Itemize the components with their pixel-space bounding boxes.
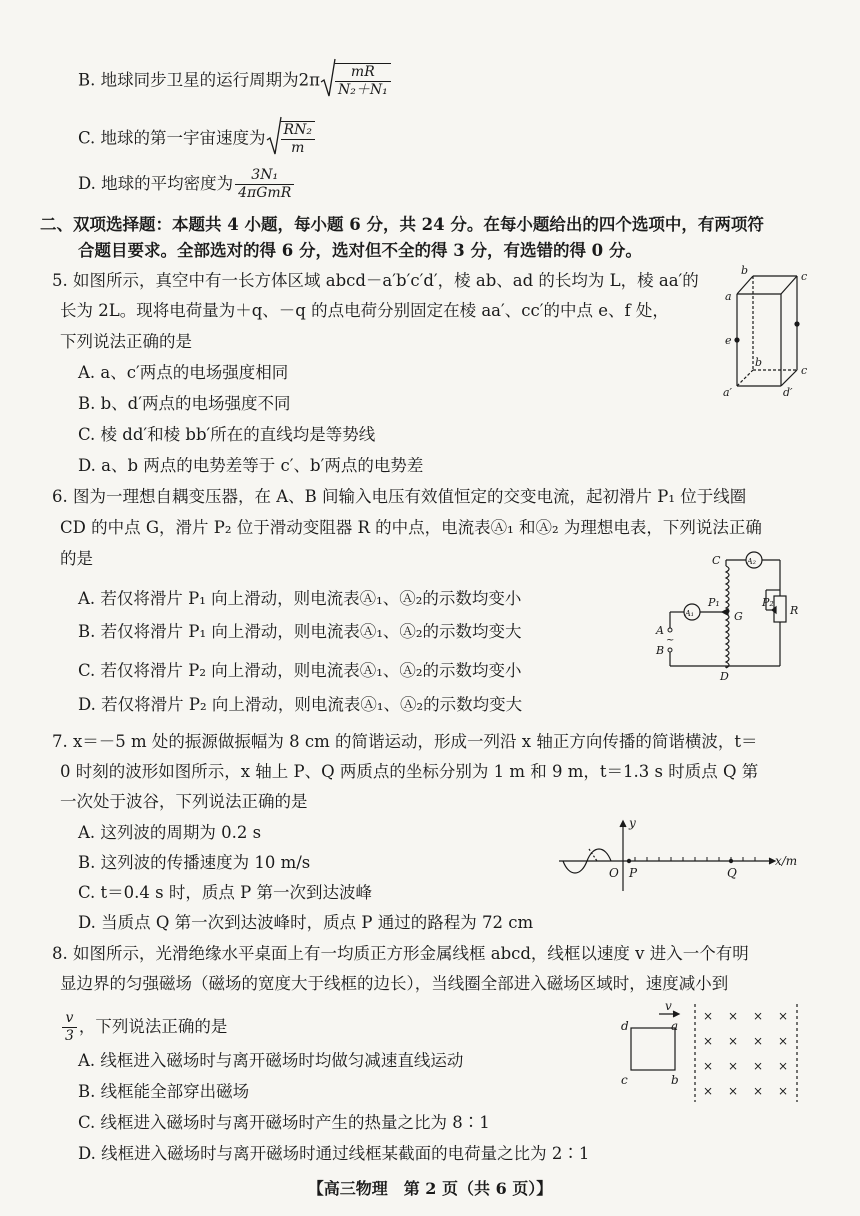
- q5-stem-2: 长为 2L。现将电荷量为＋q、－q 的点电荷分别固定在棱 aa′、cc′的中点 e、f 处，: [60, 301, 669, 320]
- label-b: b: [741, 264, 749, 277]
- svg-text:×: ×: [753, 1059, 764, 1073]
- svg-text:×: ×: [728, 1034, 739, 1048]
- label-b-lower: b: [755, 356, 763, 369]
- axis-x-label: x/m: [775, 854, 798, 868]
- q8-stem-2: 显边界的匀强磁场（磁场的宽度大于线框的边长），当线圈全部进入磁场区域时，速度减小到: [60, 974, 729, 993]
- label-e: e: [725, 334, 732, 347]
- q4-option-d: D. 地球的平均密度为 $\frac{\text{3N₁}}{\text{4πGmR}}$: [78, 167, 296, 202]
- svg-text:×: ×: [778, 1084, 789, 1098]
- q5-option-a: A. a、c′两点的电场强度相同: [78, 363, 289, 382]
- svg-text:×: ×: [778, 1034, 789, 1048]
- square-frame: [631, 1028, 675, 1070]
- label-r: R: [790, 604, 799, 617]
- q7-option-c: C. t＝0.4 s 时，质点 P 第一次到达波峰: [78, 883, 372, 902]
- label-d: D: [720, 670, 729, 683]
- page-footer: 【高三物理 第 2 页（共 6 页）】: [307, 1179, 553, 1198]
- sqrt-sign: [266, 116, 282, 162]
- svg-text:×: ×: [778, 1059, 789, 1073]
- q7-option-b: B. 这列波的传播速度为 10 m/s: [78, 853, 311, 872]
- q5-option-c: C. 棱 dd′和棱 bb′所在的直线均是等势线: [78, 425, 376, 444]
- magnetic-field-figure: [615, 1000, 805, 1105]
- q6-option-c: C. 若仅将滑片 P₂ 向上滑动，则电流表Ⓐ₁、Ⓐ₂的示数均变小: [78, 661, 522, 680]
- label-c: c: [621, 1073, 628, 1087]
- q8-stem: 8. 如图所示，光滑绝缘水平桌面上有一均质正方形金属线框 abcd，线框以速度 v 进入一个有明: [52, 944, 749, 963]
- q4-option-b: B. 地球同步卫星的运行周期为2π $\frac{mR}{\text{N₂＋N₁}}$: [78, 58, 393, 104]
- q7-option-a: A. 这列波的周期为 0.2 s: [78, 823, 262, 842]
- q8-option-a: A. 线框进入磁场时与离开磁场时均做匀减速直线运动: [78, 1051, 464, 1070]
- q5-stem: 5. 如图所示，真空中有一长方体区域 abcd－a′b′c′d′，棱 ab、ad 的长均为 L，棱 aa′的: [52, 271, 699, 290]
- svg-text:×: ×: [703, 1059, 714, 1073]
- sqrt-sign: [320, 58, 336, 104]
- transformer-circuit: [648, 548, 808, 688]
- q7-option-d: D. 当质点 Q 第一次到达波峰时，质点 P 通过的路程为 72 cm: [78, 913, 534, 932]
- q6-stem-3: 的是: [60, 549, 93, 568]
- section-heading: 二、双项选择题：本题共 4 小题，每小题 6 分，共 24 分。在每小题给出的四个选项中，有两项符: [40, 215, 764, 234]
- charge-f-dot: [794, 321, 799, 326]
- slider-p1: [722, 609, 728, 615]
- q6-option-b: B. 若仅将滑片 P₁ 向上滑动，则电流表Ⓐ₁、Ⓐ₂的示数均变大: [78, 622, 522, 641]
- label-b: B: [656, 644, 665, 657]
- label-d-prime: d′: [783, 386, 793, 399]
- svg-text:×: ×: [753, 1034, 764, 1048]
- svg-text:×: ×: [728, 1059, 739, 1073]
- charge-e-dot: [734, 337, 739, 342]
- label-a-prime: a′: [723, 386, 733, 399]
- svg-text:×: ×: [728, 1009, 739, 1023]
- svg-text:~: ~: [666, 635, 675, 646]
- q8-option-b: B. 线框能全部穿出磁场: [78, 1082, 250, 1101]
- point-q: [729, 859, 733, 863]
- label-q: Q: [727, 866, 737, 880]
- svg-text:×: ×: [753, 1009, 764, 1023]
- svg-text:×: ×: [728, 1084, 739, 1098]
- axis-y-label: y: [629, 816, 636, 830]
- label-a: A: [656, 624, 664, 637]
- origin-label: O: [609, 866, 619, 880]
- label-p: P: [629, 866, 638, 880]
- q7-stem: 7. x＝－5 m 处的振源做振幅为 8 cm 的简谐运动，形成一列沿 x 轴正方向传播的简谐横波，t＝: [52, 732, 758, 751]
- label-g: G: [734, 610, 743, 623]
- svg-text:×: ×: [703, 1034, 714, 1048]
- q6-stem: 6. 图为一理想自耦变压器，在 A、B 间输入电压有效值恒定的交变电流，起初滑片 P₁ 位于线圈: [52, 487, 747, 506]
- label-d: d: [621, 1019, 629, 1033]
- label-c: c: [801, 270, 808, 283]
- label-a2: A₂: [747, 557, 756, 566]
- q5-option-b: B. b、d′两点的电场强度不同: [78, 394, 291, 413]
- q8-option-d: D. 线框进入磁场时与离开磁场时通过线框某截面的电荷量之比为 2∶1: [78, 1144, 590, 1163]
- label-a: a: [671, 1019, 679, 1033]
- section-heading-cont: 合题目要求。全部选对的得 6 分，选对但不全的得 3 分，有选错的得 0 分。: [78, 241, 642, 260]
- label-b: b: [671, 1073, 679, 1087]
- point-p: [627, 859, 631, 863]
- wave-graph: [555, 815, 805, 895]
- q7-stem-2: 0 时刻的波形如图所示，x 轴上 P、Q 两质点的坐标分别为 1 m 和 9 m，t＝1.3 s 时质点 Q 第: [60, 762, 759, 781]
- label-a1: A₁: [685, 609, 694, 618]
- q6-option-a: A. 若仅将滑片 P₁ 向上滑动，则电流表Ⓐ₁、Ⓐ₂的示数均变小: [78, 589, 522, 608]
- svg-text:×: ×: [703, 1009, 714, 1023]
- svg-text:×: ×: [753, 1084, 764, 1098]
- svg-text:×: ×: [778, 1009, 789, 1023]
- q6-stem-2: CD 的中点 G，滑片 P₂ 位于滑动变阻器 R 的中点，电流表Ⓐ₁ 和Ⓐ₂ 为理想电表，下列说法正确: [60, 518, 762, 537]
- cuboid-figure: [715, 262, 815, 402]
- q8-option-c: C. 线框进入磁场时与离开磁场时产生的热量之比为 8∶1: [78, 1113, 490, 1132]
- velocity-label: v: [665, 1000, 672, 1013]
- q4-option-c: C. 地球的第一宇宙速度为 $\frac{\text{RN₂}}{m}$: [78, 116, 317, 162]
- label-p1: P₁: [708, 596, 720, 609]
- label-c: C: [712, 554, 721, 567]
- q6-option-d: D. 若仅将滑片 P₂ 向上滑动，则电流表Ⓐ₁、Ⓐ₂的示数均变大: [78, 695, 523, 714]
- q8-stem-3: $\frac{v}{3}$ ，下列说法正确的是: [60, 1010, 227, 1045]
- field-markers: [703, 1009, 788, 1098]
- q5-option-d: D. a、b 两点的电势差等于 c′、b′两点的电势差: [78, 456, 424, 475]
- label-a: a: [725, 290, 732, 303]
- q7-stem-3: 一次处于波谷，下列说法正确的是: [60, 792, 308, 811]
- coil: [726, 566, 729, 668]
- label-c-lower: c: [801, 364, 808, 377]
- q5-stem-3: 下列说法正确的是: [60, 332, 192, 351]
- label-p2: P₂: [762, 596, 774, 609]
- svg-text:×: ×: [703, 1084, 714, 1098]
